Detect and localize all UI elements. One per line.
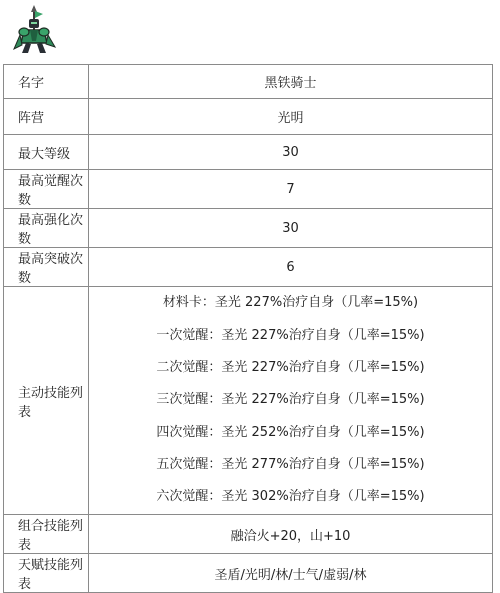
label-name: 名字: [4, 65, 89, 99]
table-row-active-skills: [4, 287, 493, 515]
label-max-enhance: 最高强化次数: [4, 209, 89, 248]
label-max-awaken: 最高觉醒次数: [4, 170, 89, 209]
label-combo-skills: 组合技能列表: [4, 515, 89, 554]
table-row-max-enhance: [4, 209, 493, 248]
value-max-break: 6: [89, 248, 493, 287]
table-row-faction: [4, 99, 493, 135]
value-talent-skills: 圣盾/光明/林/士气/虚弱/林: [89, 554, 493, 593]
table-row-max-level: [4, 135, 493, 170]
label-active-skills: 主动技能列表: [4, 287, 89, 515]
skill-line-awaken-2: 二次觉醒：圣光 227%治疗自身（几率=15%): [156, 359, 425, 375]
value-faction: 光明: [89, 99, 493, 135]
skill-line-awaken-3: 三次觉醒：圣光 227%治疗自身（几率=15%): [156, 392, 425, 408]
label-max-break: 最高突破次数: [4, 248, 89, 287]
value-max-enhance: 30: [89, 209, 493, 248]
table-row-max-break: [4, 248, 493, 287]
value-max-awaken: 7: [89, 170, 493, 209]
table-row-max-awaken: [4, 170, 493, 209]
skill-line-base: 材料卡：圣光 227%治疗自身（几率=15%): [162, 295, 419, 311]
value-combo-skills: 融洽火+20，山+10: [89, 515, 493, 554]
skill-line-awaken-5: 五次觉醒：圣光 277%治疗自身（几率=15%): [156, 457, 425, 473]
label-faction: 阵营: [4, 99, 89, 135]
active-skill-list: [89, 287, 493, 515]
skill-line-awaken-6: 六次觉醒：圣光 302%治疗自身（几率=15%): [156, 489, 425, 505]
label-talent-skills: 天赋技能列表: [4, 554, 89, 593]
table-row-combo-skills: [4, 515, 493, 554]
character-info-table: [3, 64, 493, 593]
character-portrait-icon: [10, 5, 60, 55]
skill-line-awaken-4: 四次觉醒：圣光 252%治疗自身（几率=15%): [156, 424, 425, 440]
table-row-name: [4, 65, 493, 99]
value-max-level: 30: [89, 135, 493, 170]
skill-line-awaken-1: 一次觉醒：圣光 227%治疗自身（几率=15%): [156, 327, 425, 343]
label-max-level: 最大等级: [4, 135, 89, 170]
value-name: 黑铁骑士: [89, 65, 493, 99]
table-row-talent-skills: [4, 554, 493, 593]
